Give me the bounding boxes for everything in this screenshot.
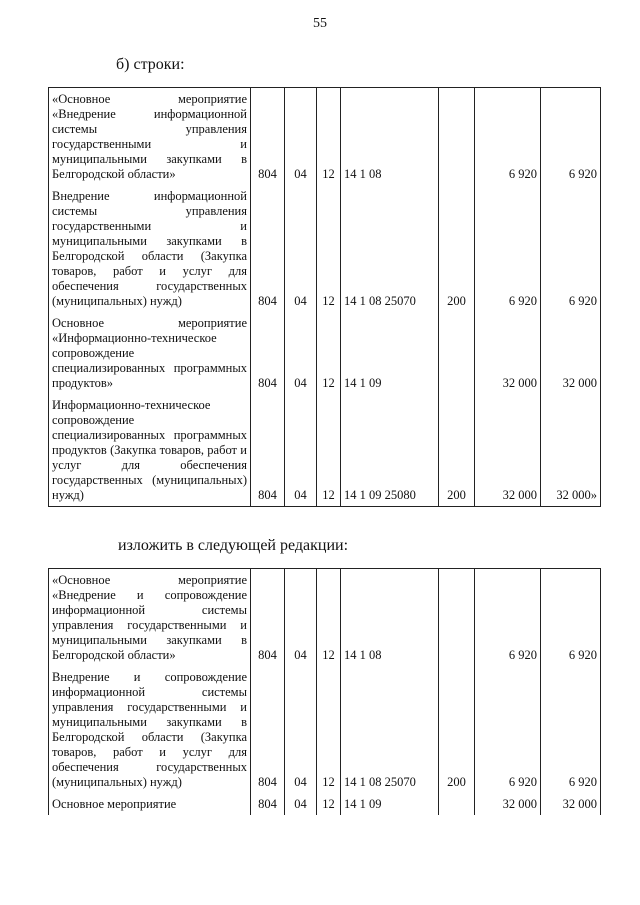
budget-table-before <box>48 87 601 507</box>
cell-sum1: 6 920 <box>475 666 541 793</box>
cell-rz: 04 <box>285 793 317 815</box>
cell-sum2: 6 920 <box>541 569 601 667</box>
row-name: «Основное мероприятие «Внедрение информационной системы управления государственными и муниципальными закупками в Белгородской области» <box>49 88 251 186</box>
cell-pr: 12 <box>317 185 341 312</box>
cell-sum1: 32 000 <box>475 312 541 394</box>
cell-csr: 14 1 08 <box>341 88 439 186</box>
row-name: Основное мероприятие «Информационно-техническое сопровождение специализированных программных продуктов» <box>49 312 251 394</box>
cell-ved: 804 <box>251 88 285 186</box>
cell-csr: 14 1 09 <box>341 793 439 815</box>
page-number: 55 <box>313 16 327 31</box>
cell-pr: 12 <box>317 312 341 394</box>
row-name: Внедрение и сопровождение информационной системы управления государственными и муниципальными закупками в Белгородской области (Закупка товаров, работ и услуг для обеспечения государственных (муниципальных) нужд) <box>49 666 251 793</box>
cell-sum1: 6 920 <box>475 88 541 186</box>
cell-pr: 12 <box>317 793 341 815</box>
row-name: Информационно-техническое сопровождение специализированных программных продуктов (Закупка товаров, работ и услуг для обеспечения государственных (муниципальных) нужд) <box>49 394 251 507</box>
row-name: Основное мероприятие <box>49 793 251 815</box>
cell-ved: 804 <box>251 394 285 507</box>
cell-vr: 200 <box>439 394 475 507</box>
cell-vr <box>439 88 475 186</box>
cell-vr: 200 <box>439 666 475 793</box>
cell-sum1: 6 920 <box>475 569 541 667</box>
table-row <box>49 185 601 312</box>
cell-vr <box>439 569 475 667</box>
cell-sum2: 6 920 <box>541 185 601 312</box>
cell-pr: 12 <box>317 88 341 186</box>
section-label-after: изложить в следующей редакции: <box>118 537 349 554</box>
cell-csr: 14 1 09 <box>341 312 439 394</box>
cell-csr: 14 1 08 25070 <box>341 666 439 793</box>
cell-csr: 14 1 08 <box>341 569 439 667</box>
cell-pr: 12 <box>317 666 341 793</box>
cell-sum2: 6 920 <box>541 88 601 186</box>
cell-rz: 04 <box>285 185 317 312</box>
budget-table-after <box>48 568 601 815</box>
cell-sum1: 32 000 <box>475 394 541 507</box>
cell-rz: 04 <box>285 666 317 793</box>
cell-ved: 804 <box>251 185 285 312</box>
row-name: Внедрение информационной системы управления государственными и муниципальными закупками в Белгородской области (Закупка товаров, работ и услуг для обеспечения государственных (муниципальных) нужд) <box>49 185 251 312</box>
cell-sum2: 6 920 <box>541 666 601 793</box>
cell-rz: 04 <box>285 312 317 394</box>
cell-csr: 14 1 09 25080 <box>341 394 439 507</box>
cell-vr: 200 <box>439 185 475 312</box>
cell-sum2: 32 000» <box>541 394 601 507</box>
cell-pr: 12 <box>317 569 341 667</box>
cell-rz: 04 <box>285 569 317 667</box>
cell-pr: 12 <box>317 394 341 507</box>
cell-ved: 804 <box>251 312 285 394</box>
section-label-before: б) строки: <box>116 56 185 73</box>
cell-rz: 04 <box>285 394 317 507</box>
cell-ved: 804 <box>251 793 285 815</box>
cell-rz: 04 <box>285 88 317 186</box>
cell-sum2: 32 000 <box>541 312 601 394</box>
row-name: «Основное мероприятие «Внедрение и сопровождение информационной системы управления государственными и муниципальными закупками в Белгородской области» <box>49 569 251 667</box>
cell-sum1: 32 000 <box>475 793 541 815</box>
table-row <box>49 88 601 186</box>
table-row <box>49 666 601 793</box>
cell-ved: 804 <box>251 666 285 793</box>
cell-vr <box>439 312 475 394</box>
cell-csr: 14 1 08 25070 <box>341 185 439 312</box>
cell-vr <box>439 793 475 815</box>
table-row <box>49 793 601 815</box>
cell-sum1: 6 920 <box>475 185 541 312</box>
table-row <box>49 569 601 667</box>
table-row <box>49 312 601 394</box>
cell-sum2: 32 000 <box>541 793 601 815</box>
cell-ved: 804 <box>251 569 285 667</box>
table-row <box>49 394 601 507</box>
